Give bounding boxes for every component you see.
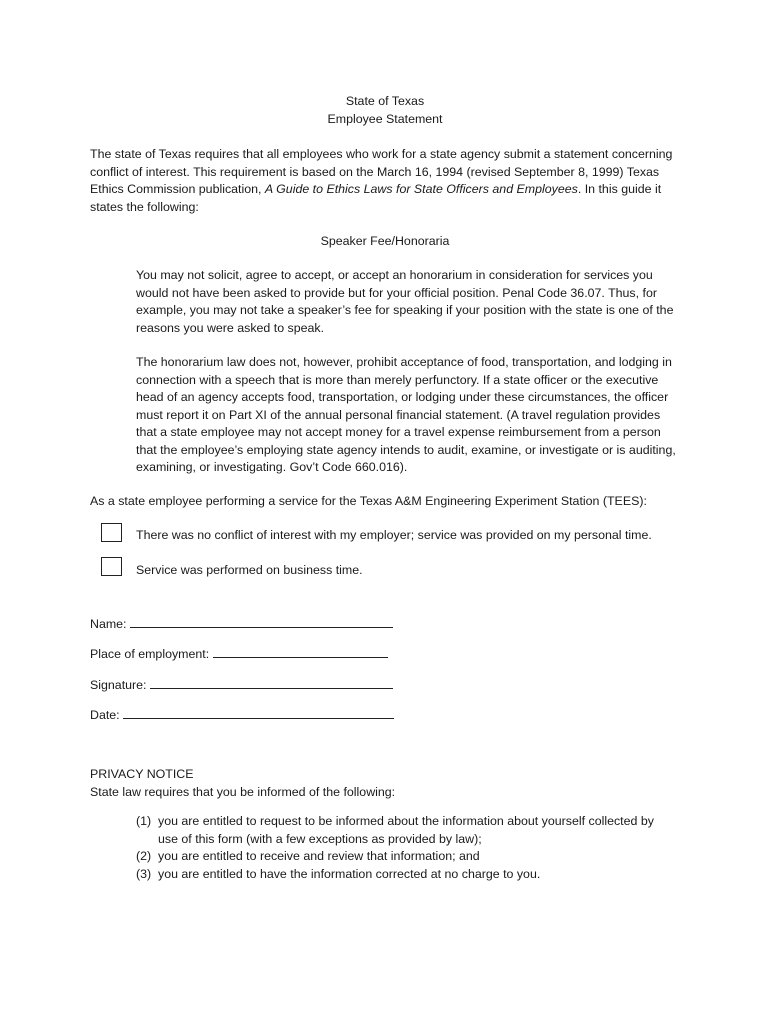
no-conflict-checkbox[interactable] (101, 523, 122, 542)
list-text: you are entitled to have the information corrected at no charge to you. (158, 866, 541, 881)
date-label: Date: (90, 708, 120, 722)
list-number: (1) (136, 814, 152, 828)
signature-label: Signature: (90, 678, 147, 692)
document-header (0, 93, 770, 128)
list-text: you are entitled to request to be informed about the information about yourself collected by use of this form (with a few exceptions as provided by law); (158, 814, 654, 846)
privacy-notice (90, 766, 680, 801)
list-number: (3) (136, 866, 152, 881)
header-state: State of Texas (345, 94, 425, 108)
list-item (136, 848, 676, 866)
place-label: Place of employment: (90, 647, 210, 661)
signature-input-line[interactable] (150, 676, 393, 689)
header-title: Employee Statement (327, 111, 443, 126)
signature-field (90, 676, 393, 695)
date-field (90, 706, 394, 725)
name-field (90, 615, 393, 634)
business-time-label: Service was performed on business time. (136, 563, 363, 577)
privacy-title: PRIVACY NOTICE (90, 767, 194, 781)
date-input-line[interactable] (123, 706, 394, 719)
privacy-intro: State law requires that you be informed of the following: (90, 784, 396, 799)
intro-paragraph (90, 146, 680, 216)
list-item (136, 813, 676, 848)
privacy-list (136, 813, 676, 883)
publication-title: A Guide to Ethics Laws for State Officers and Employees (264, 182, 578, 196)
quote-paragraph-1: You may not solicit, agree to accept, or accept an honorarium in consideration for services you would not have been asked to provide but for your official position. Penal Code 36.07. Thus, for example, you may not take a speaker’s fee for speaking if your position with the state is one of the reasons you were asked to speak. (136, 268, 674, 335)
name-label: Name: (90, 617, 127, 631)
list-number: (2) (136, 849, 152, 863)
intro-text-after: . In this guide it states the following: (90, 182, 662, 214)
list-text: you are entitled to receive and review that information; and (158, 849, 480, 863)
statement-prompt: As a state employee performing a service for the Texas A&M Engineering Experiment Station (TEES): (90, 494, 647, 508)
place-input-line[interactable] (213, 645, 388, 658)
quote-paragraph-2: The honorarium law does not, however, prohibit acceptance of food, transportation, and lodging in connection with a speech that is more than merely perfunctory. If a state officer or the executive head of an agency accepts food, transportation, or lodging under these circumstances, the officer must report it on Part XI of the annual personal financial statement. (A travel regulation provides that a state employee may not accept money for a travel expense reimbursement from a person that the employee’s employing state agency intends to audit, examine, or investigate or is auditing, examining, or investigating. Gov’t Code 660.016). (136, 355, 676, 474)
section-title: Speaker Fee/Honoraria (320, 234, 450, 248)
name-input-line[interactable] (130, 615, 393, 628)
no-conflict-label: There was no conflict of interest with my employer; service was provided on my personal time. (136, 528, 652, 542)
intro-text-before: The state of Texas requires that all employees who work for a state agency submit a statement concerning conflict of interest. This requirement is based on the March 16, 1994 (revised September 8, 1999) Texas Ethics Commission publication, (90, 147, 673, 196)
business-time-checkbox[interactable] (101, 557, 122, 576)
place-field (90, 645, 388, 664)
list-item (136, 866, 676, 884)
